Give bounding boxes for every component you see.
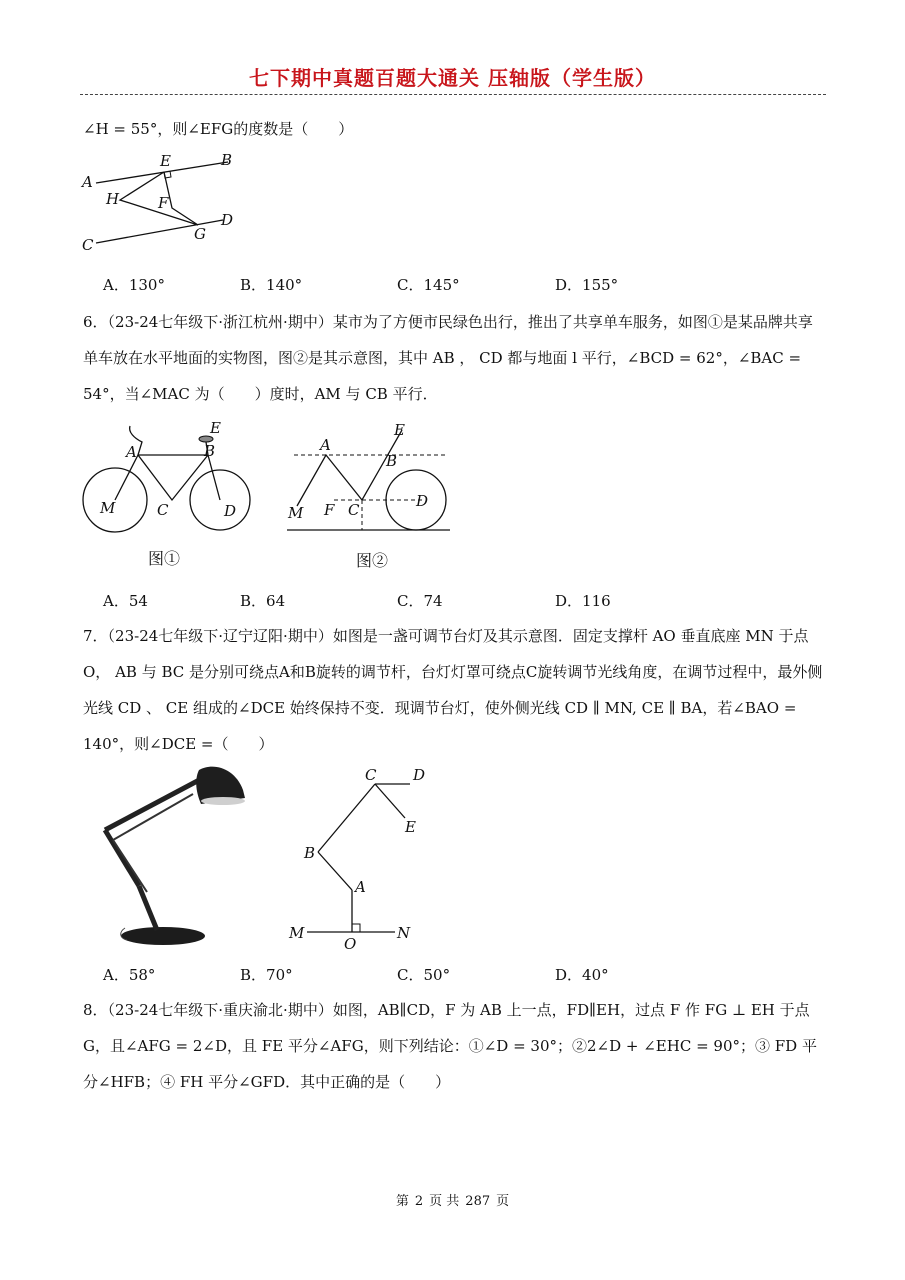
document-header-title: 七下期中真题百题大通关 压轴版（学生版） xyxy=(249,66,656,90)
footer-prefix: 第 xyxy=(395,1194,409,1209)
page-footer xyxy=(0,1190,905,1209)
footer-suffix: 页 xyxy=(496,1194,510,1209)
q7-option-d: D．40° xyxy=(555,966,609,984)
q5-label-h: H xyxy=(106,190,120,208)
q7-option-a: A．58° xyxy=(103,966,156,984)
q7-label-c: C xyxy=(365,766,377,784)
fig1-label-m: M xyxy=(100,499,116,517)
q7-label-n: N xyxy=(397,924,411,942)
q8-question-text: 8．（23-24七年级下·重庆渝北·期中）如图，AB∥CD，F 为 AB 上一点，FD∥EH，过点 F 作 FG ⊥ EH 于点G，且∠AFG = 2∠D，且 FE 平分∠AFG，则下列结论：①∠D = 30°；②2∠D + ∠EHC = 90°；③ FD 平分∠HFB；④ FH 平分∠GFD．其中正确的是（ ） xyxy=(83,1001,817,1091)
fig2-caption: 图② xyxy=(356,551,389,570)
q5-option-b: B．140° xyxy=(240,276,303,294)
q5-label-e: E xyxy=(160,152,171,170)
fig2-label-d: D xyxy=(416,492,429,510)
fig1-label-e: E xyxy=(210,419,221,437)
q7-rod-ab xyxy=(318,852,352,890)
fig1-label-b: B xyxy=(204,442,216,460)
fig2-label-e: E xyxy=(394,421,405,439)
q5-option-a: A．130° xyxy=(103,276,165,294)
q7-label-a: A xyxy=(355,878,366,896)
q7-option-c: C．50° xyxy=(397,966,451,984)
q5-label-d: D xyxy=(221,211,234,229)
q7-label-b: B xyxy=(304,844,316,862)
q7-rod-bc xyxy=(318,784,375,852)
q7-question-text: 7．（23-24七年级下·辽宁辽阳·期中）如图是一盏可调节台灯及其示意图．固定支撑杆 AO 垂直底座 MN 于点O， AB 与 BC 是分别可绕点A和B旋转的调节杆，台灯灯罩可绕点C旋转调节光线角度，在调节过程中，最外侧光线 CD 、 CE 组成的∠DCE 始终保持不变．现调节台灯，使外侧光线 CD ∥ MN, CE ∥ BA，若∠BAO = 140°，则∠DCE =（ ） xyxy=(83,627,823,753)
q6-option-c: C．74 xyxy=(397,592,443,610)
q5-label-f: F xyxy=(158,194,169,212)
q7-label-m: M xyxy=(289,924,305,942)
q6-option-a: A．54 xyxy=(103,592,148,610)
fig2-label-m: M xyxy=(288,504,304,522)
q6-figure-2-schematic xyxy=(282,418,462,573)
q5-label-c: C xyxy=(82,236,94,254)
bicycle-frame xyxy=(115,455,220,500)
q7-label-o: O xyxy=(344,935,357,953)
q5-label-a: A xyxy=(82,173,93,191)
q6-option-d: D．116 xyxy=(555,592,611,610)
footer-total-pages: 287 xyxy=(465,1194,491,1209)
q5-stem-tail: ∠H = 55°，则∠EFG的度数是（ ） xyxy=(83,120,354,138)
q6-option-b: B．64 xyxy=(240,592,286,610)
lamp-base xyxy=(121,927,205,945)
q7-right-angle-mark xyxy=(352,924,360,932)
q6-figure-1-bicycle xyxy=(78,418,258,573)
q7-lamp-photo xyxy=(95,760,255,950)
fig2-label-b: B xyxy=(386,452,398,470)
q7-ray-ce xyxy=(375,784,405,818)
q5-figure xyxy=(78,150,258,260)
q7-label-e: E xyxy=(405,818,416,836)
fig2-label-c: C xyxy=(348,501,360,519)
fig1-caption: 图① xyxy=(148,549,181,568)
fig1-label-c: C xyxy=(157,501,169,519)
q5-option-d: D．155° xyxy=(555,276,619,294)
q6-question-text: 6．（23-24七年级下·浙江杭州·期中）某市为了方便市民绿色出行，推出了共享单车服务，如图①是某品牌共享单车放在水平地面的实物图，图②是其示意图，其中 AB ， CD 都与地面 l 平行，∠BCD = 62°，∠BAC = 54°，当∠MAC 为（ ）度时，AM 与 CB 平行． xyxy=(83,313,813,403)
q7-option-b: B．70° xyxy=(240,966,293,984)
footer-page-number: 2 xyxy=(414,1194,424,1209)
q5-label-g: G xyxy=(194,225,206,243)
q5-path-efg xyxy=(164,172,198,225)
q5-label-b: B xyxy=(221,151,233,169)
fig2-label-a: A xyxy=(320,436,331,454)
q7-label-d: D xyxy=(413,766,426,784)
q5-option-c: C．145° xyxy=(397,276,460,294)
fig1-label-d: D xyxy=(224,502,237,520)
fig2-label-f: F xyxy=(324,501,335,519)
footer-mid: 页 共 xyxy=(429,1194,460,1209)
fig1-label-a: A xyxy=(126,443,137,461)
q7-schematic-figure xyxy=(285,760,445,960)
header-divider xyxy=(80,94,826,95)
